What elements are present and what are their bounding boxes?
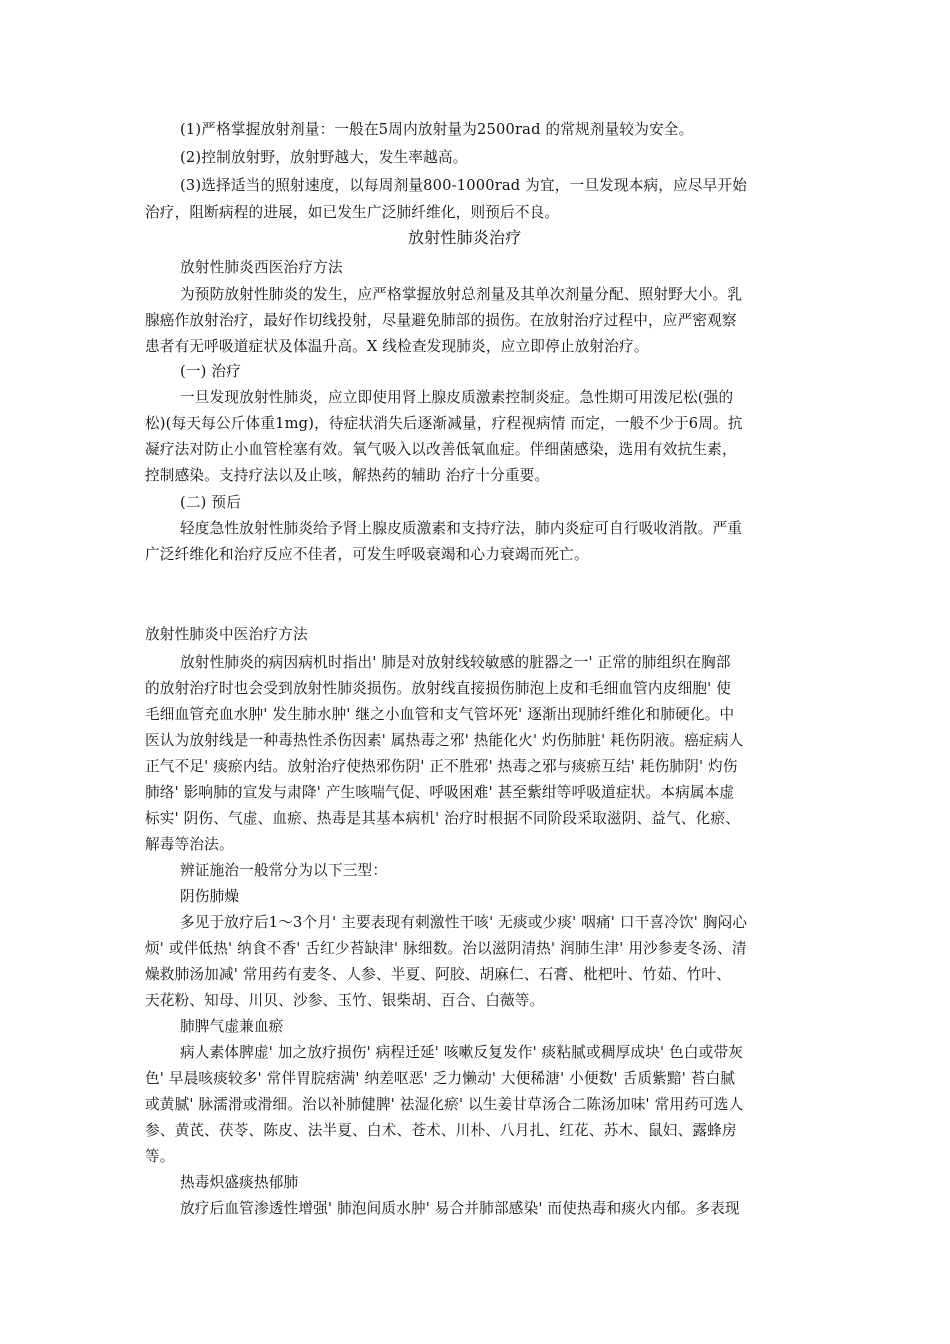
type2-line: 或黄腻' 脉濡滑或滑细。治以补肺健脾' 祛湿化瘀' 以生姜甘草汤合二陈汤加味' 常用药可选人: [145, 1096, 744, 1113]
etiology-line: 解毒等治法。: [145, 836, 234, 853]
treatment-heading: (一) 治疗: [180, 363, 242, 380]
type1-line: 多见于放疗后1～3个月' 主要表现有刺激性干咳' 无痰或少痰' 咽痛' 口干喜冷饮' 胸闷心: [180, 914, 748, 931]
type1-heading: 阴伤肺燥: [180, 888, 240, 905]
prevention-line: 为预防放射性肺炎的发生，应严格掌握放射总剂量及其单次剂量分配、照射野大小。乳: [180, 286, 743, 303]
intro-item-3-line: (3)选择适当的照射速度，以每周剂量800-1000rad 为宜，一旦发现本病，应尽早开始: [180, 177, 748, 194]
etiology-line: 正气不足' 痰瘀内结。放射治疗使热邪伤阴' 正不胜邪' 热毒之邪与痰瘀互结' 耗伤肺阴' 灼伤: [145, 758, 738, 775]
etiology-line: 放射性肺炎的病因病机时指出' 肺是对放射线较敏感的脏器之一' 正常的肺组织在胸部: [180, 654, 731, 671]
type2-line: 等。: [145, 1148, 175, 1165]
type2-heading: 肺脾气虚兼血瘀: [180, 1018, 284, 1035]
intro-item-1: (1)严格掌握放射剂量：一般在5周内放射量为2500rad 的常规剂量较为安全。: [180, 121, 694, 138]
type1-line: 烦' 或伴低热' 纳食不香' 舌红少苔缺津' 脉细数。治以滋阴清热' 润肺生津' 用沙参麦冬汤、清: [145, 940, 747, 957]
treatment-line: 一旦发现放射性肺炎，应立即使用肾上腺皮质激素控制炎症。急性期可用泼尼松(强的: [180, 389, 734, 406]
prognosis-line: 广泛纤维化和治疗反应不佳者，可发生呼吸衰竭和心力衰竭而死亡。: [145, 546, 589, 563]
prognosis-heading: (二) 预后: [180, 494, 242, 511]
etiology-line: 医认为放射线是一种毒热性杀伤因素' 属热毒之邪' 热能化火' 灼伤肺脏' 耗伤阴液。癌症病人: [145, 732, 744, 749]
type1-line: 燥救肺汤加减' 常用药有麦冬、人参、半夏、阿胶、胡麻仁、石膏、枇杷叶、竹茹、竹叶、: [145, 966, 732, 983]
prevention-line: 腺癌作放射治疗，最好作切线投射，尽量避免肺部的损伤。在放射治疗过程中，应严密观察: [145, 312, 737, 329]
type3-line: 放疗后血管渗透性增强' 肺泡间质水肿' 易合并肺部感染' 而使热毒和痰火内郁。多表现: [180, 1200, 740, 1217]
etiology-line: 的放射治疗时也会受到放射性肺炎损伤。放射线直接损伤肺泡上皮和毛细血管内皮细胞' 使: [145, 680, 732, 697]
type1-line: 天花粉、知母、川贝、沙参、玉竹、银柴胡、百合、白薇等。: [145, 992, 545, 1009]
type2-line: 参、黄芪、茯苓、陈皮、法半夏、白术、苍术、川朴、八月扎、红花、苏木、鼠妇、露蜂房: [145, 1122, 737, 1139]
intro-item-2: (2)控制放射野，放射野越大，发生率越高。: [180, 149, 468, 166]
prevention-line: 患者有无呼吸道症状及体温升高。X 线检查发现肺炎，应立即停止放射治疗。: [145, 338, 649, 355]
western-heading: 放射性肺炎西医治疗方法: [180, 259, 343, 276]
etiology-line: 标实' 阴伤、气虚、血瘀、热毒是其基本病机' 治疗时根据不同阶段采取滋阴、益气、化瘀、: [145, 810, 741, 827]
treatment-line: 凝疗法对防止小血管栓塞有效。氧气吸入以改善低氧血症。伴细菌感染，选用有效抗生素，: [145, 441, 737, 458]
document-title: 放射性肺炎治疗: [408, 228, 522, 247]
type2-line: 色' 早晨咳痰较多' 常伴胃脘痞满' 纳差呕恶' 乏力懒动' 大便稀溏' 小便数' 舌质紫黯' 苔白腻: [145, 1070, 736, 1087]
types-intro: 辨证施治一般常分为以下三型：: [180, 862, 388, 879]
intro-item-3-line: 治疗，阻断病程的进展，如已发生广泛肺纤维化，则预后不良。: [145, 204, 560, 221]
type2-line: 病人素体脾虚' 加之放疗损伤' 病程迁延' 咳嗽反复发作' 痰粘腻或稠厚成块' 色白或带灰: [180, 1044, 744, 1061]
chinese-heading: 放射性肺炎中医治疗方法: [145, 626, 308, 643]
etiology-line: 肺络' 影响肺的宣发与肃降' 产生咳喘气促、呼吸困难' 甚至紫绀等呼吸道症状。本病属本虚: [145, 784, 735, 801]
treatment-line: 控制感染。支持疗法以及止咳，解热药的辅助 治疗十分重要。: [145, 467, 550, 484]
type3-heading: 热毒炽盛痰热郁肺: [180, 1174, 299, 1191]
prognosis-line: 轻度急性放射性肺炎给予肾上腺皮质激素和支持疗法，肺内炎症可自行吸收消散。严重: [180, 520, 743, 537]
treatment-line: 松)(每天每公斤体重1mg)，待症状消失后逐渐减量，疗程视病情 而定，一般不少于6周。抗: [145, 415, 743, 432]
etiology-line: 毛细血管充血水肿' 发生肺水肿' 继之小血管和支气管坏死' 逐渐出现肺纤维化和肺硬化。中: [145, 706, 735, 723]
